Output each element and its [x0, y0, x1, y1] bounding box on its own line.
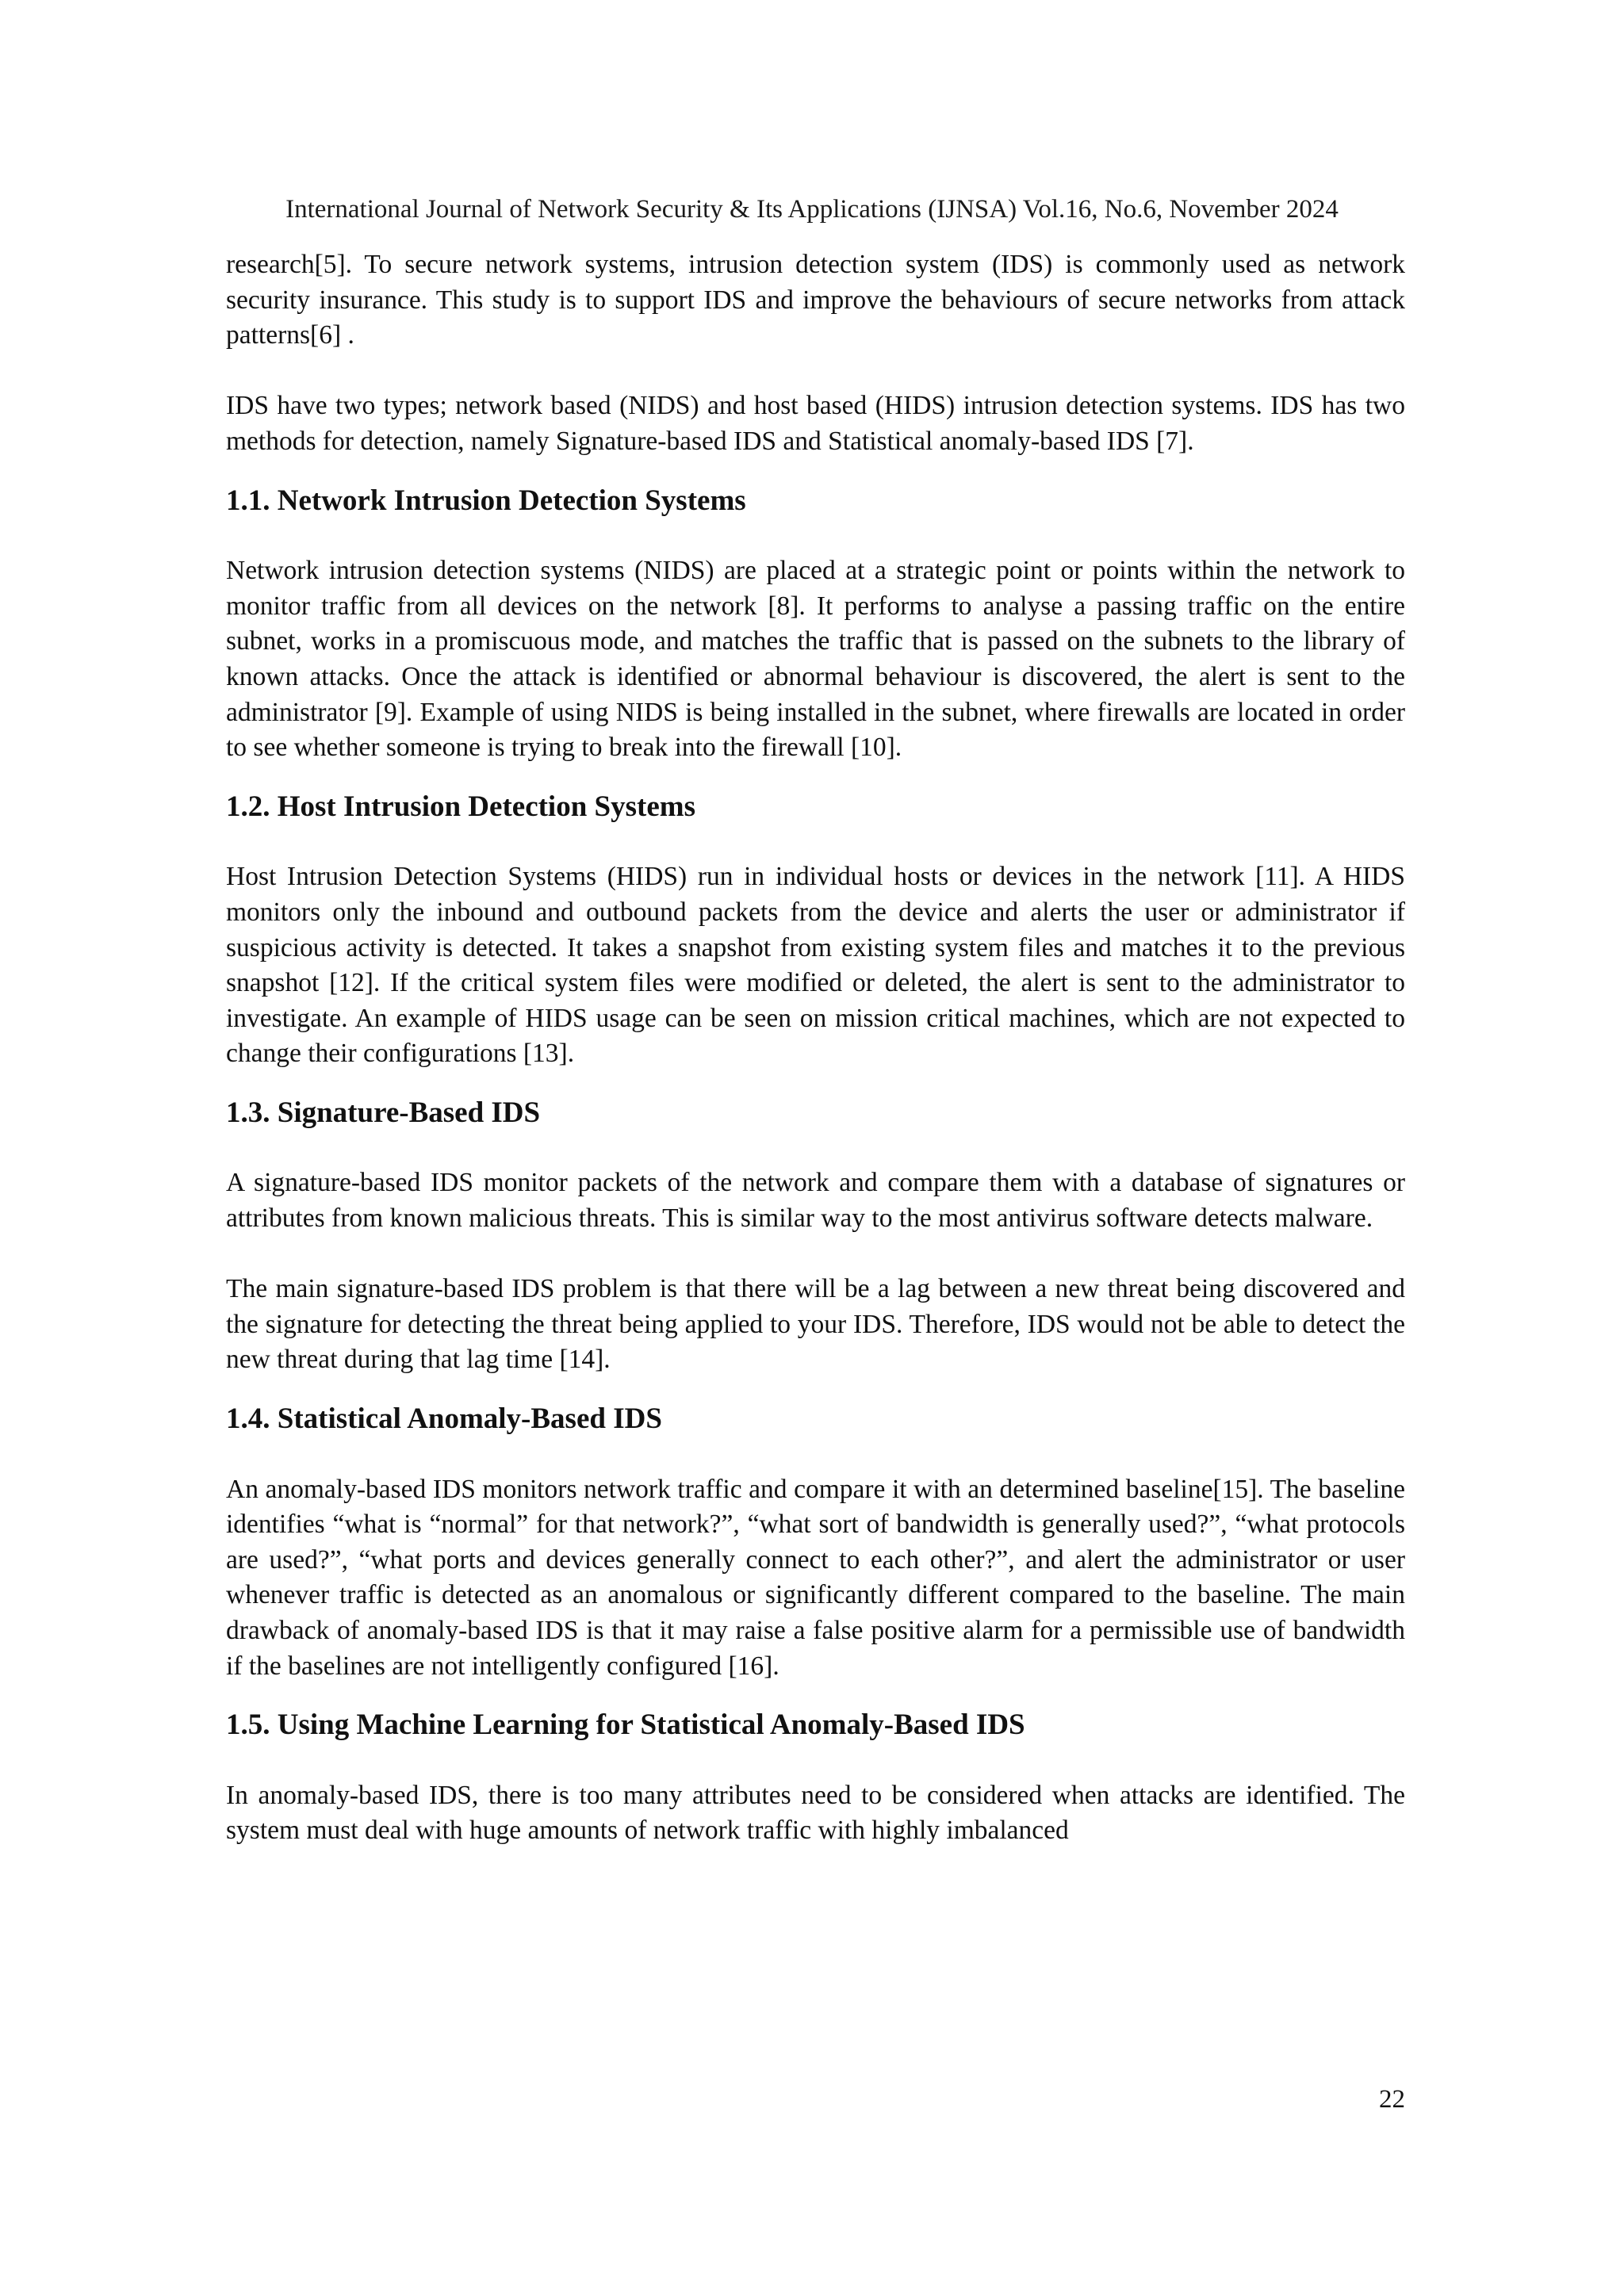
section-heading-hids: 1.2. Host Intrusion Detection Systems	[226, 790, 695, 823]
paragraph-signature-ids-2: The main signature-based IDS problem is that there will be a lag between a new threat being discovered and the signature for detecting the threat being applied to your IDS. Therefore, IDS would not be able to detect the new threat during that lag time [14].	[226, 1274, 1405, 1375]
paragraph-intro-continuation: research[5]. To secure network systems, intrusion detection system (IDS) is commonly used as network security insurance. This study is to support IDS and improve the behaviours of secure networks from attack patterns[6] .	[226, 250, 1405, 350]
page-number: 22	[1379, 2085, 1405, 2114]
paragraph-nids: Network intrusion detection systems (NIDS) are placed at a strategic point or points within the network to monitor traffic from all devices on the network [8]. It performs to analyse a passing traffic on the entire subnet, works in a promiscuous mode, and matches the traffic that is passed on the subnets to the library of known attacks. Once the attack is identified or abnormal behaviour is discovered, the alert is sent to the administrator [9]. Example of using NIDS is being installed in the subnet, where firewalls are located in order to see whether someone is trying to break into the firewall [10].	[226, 556, 1405, 763]
paragraph-signature-ids-1: A signature-based IDS monitor packets of the network and compare them with a database of signatures or attributes from known malicious threats. This is similar way to the most antivirus software detects malware.	[226, 1168, 1405, 1234]
paragraph-ids-types: IDS have two types; network based (NIDS) and host based (HIDS) intrusion detection systems. IDS has two methods for detection, namely Signature-based IDS and Statistical anomaly-based IDS [7].	[226, 391, 1405, 456]
running-header: International Journal of Network Security & Its Applications (IJNSA) Vol.16, No.6, November 2024	[285, 195, 1339, 224]
paragraph-anomaly-ids: An anomaly-based IDS monitors network traffic and compare it with an determined baseline[15]. The baseline identifies “what is “normal” for that network?”, “what sort of bandwidth is generally used?”, “what protocols are used?”, “what ports and devices generally connect to each other?”, and alert the administrator or user whenever traffic is detected as an anomalous or significantly different compared to the baseline. The main drawback of anomaly-based IDS is that it may raise a false positive alarm for a permissible use of bandwidth if the baselines are not intelligently configured [16].	[226, 1474, 1405, 1681]
paragraph-hids: Host Intrusion Detection Systems (HIDS) run in individual hosts or devices in the network [11]. A HIDS monitors only the inbound and outbound packets from the device and alerts the user or administrator if suspicious activity is detected. It takes a snapshot from existing system files and matches it to the previous snapshot [12]. If the critical system files were modified or deleted, the alert is sent to the administrator to investigate. An example of HIDS usage can be seen on mission critical machines, which are not expected to change their configurations [13].	[226, 862, 1405, 1069]
section-heading-nids: 1.1. Network Intrusion Detection Systems	[226, 484, 746, 517]
body-text	[226, 247, 1405, 1849]
section-heading-anomaly-ids: 1.4. Statistical Anomaly-Based IDS	[226, 1402, 662, 1436]
section-heading-signature-ids: 1.3. Signature-Based IDS	[226, 1096, 541, 1129]
paragraph-ml-anomaly-ids: In anomaly-based IDS, there is too many attributes need to be considered when attacks are identified. The system must deal with huge amounts of network traffic with highly imbalanced	[226, 1780, 1405, 1846]
section-heading-ml-anomaly-ids: 1.5. Using Machine Learning for Statistical Anomaly-Based IDS	[226, 1709, 1025, 1742]
